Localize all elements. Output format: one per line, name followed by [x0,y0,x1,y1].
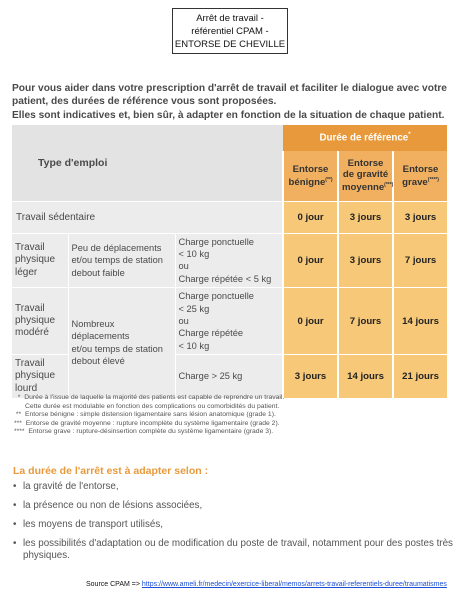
source-citation [86,581,447,588]
value-light-severe: 7 jours [393,233,447,288]
load-moderate: Charge ponctuelle < 25 kg ou Charge répétée < 10 kg [175,288,283,355]
footnote-3: *** Entorse de gravité moyenne : rupture incomplète du système ligamentaire (grade 2). [14,419,280,427]
title-line-1: Arrêt de travail - [196,13,264,24]
col-header-severe: Entorse grave(****) [393,151,447,201]
value-heavy-benign: 3 jours [283,355,338,398]
value-heavy-moderate: 14 jours [338,355,393,398]
adaptation-list [13,481,453,569]
footnote-1-continued: Cette durée est modulable en fonction des complications ou comorbidités du patient. [25,402,280,410]
duration-header: Durée de référence* [283,125,447,151]
col-header-benign: Entorse bénigne(**) [283,151,338,201]
value-sedentary-moderate: 3 jours [338,201,393,233]
value-light-benign: 0 jour [283,233,338,288]
type-emploi-header: Type d'emploi [12,125,283,201]
value-moderate-moderate: 7 jours [338,288,393,355]
list-item: • la gravité de l'entorse, [13,481,119,492]
title-line-2: référentiel CPAM - [191,26,269,37]
intro-paragraph [12,82,452,122]
value-light-moderate: 3 jours [338,233,393,288]
row-label-moderate: Travail physique modéré [12,288,68,355]
table-row [12,233,447,288]
value-heavy-severe: 21 jours [393,355,447,398]
table-row [12,288,447,355]
document-title [172,8,288,54]
table-row [12,201,447,233]
desc-light: Peu de déplacements et/ou temps de station debout faible [68,233,175,288]
reference-duration-table [12,125,447,398]
value-sedentary-benign: 0 jour [283,201,338,233]
row-label-heavy: Travail physique lourd [12,355,68,398]
bullet-icon: • [13,519,17,530]
value-moderate-benign: 0 jour [283,288,338,355]
row-label-sedentary: Travail sédentaire [12,201,283,233]
intro-line-3: Elles sont indicatives et, bien sûr, à adapter en fonction de la situation de chaque patient. [12,109,445,121]
title-line-3: ENTORSE DE CHEVILLE [174,39,286,50]
load-light: Charge ponctuelle < 10 kg ou Charge répétée < 5 kg [175,233,283,288]
value-sedentary-severe: 3 jours [393,201,447,233]
desc-moderate-heavy: Nombreux déplacements et/ou temps de station debout élevé [68,288,175,398]
list-item: • les moyens de transport utilisés, [13,519,163,530]
value-moderate-severe: 14 jours [393,288,447,355]
table-footnotes [14,394,444,437]
row-label-light: Travail physique léger [12,233,68,288]
footnote-1: * Durée à l'issue de laquelle la majorité des patients est capable de reprendre un travail. [17,394,285,401]
intro-line-2: patient, des durées de référence vous sont proposées. [12,96,277,108]
footnote-2: ** Entorse bénigne : simple distension ligamentaire sans lésion anatomique (grade 1). [15,411,276,419]
footnote-4: **** Entorse grave : rupture-désinsertion complète du système ligamentaire (grade 3). [14,428,274,436]
source-label: Source CPAM => [86,581,140,588]
intro-line-1: Pour vous aider dans votre prescription d'arrêt de travail et faciliter le dialogue avec votre [12,83,447,94]
col-header-moderate: Entorse de gravité moyenne(***) [338,151,393,201]
bullet-icon: • [13,538,17,549]
source-link[interactable]: https://www.ameli.fr/medecin/exercice-liberal/memos/arrets-travail-referentiels-duree/traumatismes [141,581,447,588]
bullet-icon: • [13,500,17,511]
bullet-icon: • [13,481,17,492]
list-item: • la présence ou non de lésions associées, [13,500,203,511]
load-heavy: Charge > 25 kg [175,355,283,398]
list-item: • les possibilités d'adaptation ou de modification du poste de travail, notamment pour des postes très physiques. [13,538,453,561]
adaptation-title: La durée de l'arrêt est à adapter selon : [13,465,209,477]
